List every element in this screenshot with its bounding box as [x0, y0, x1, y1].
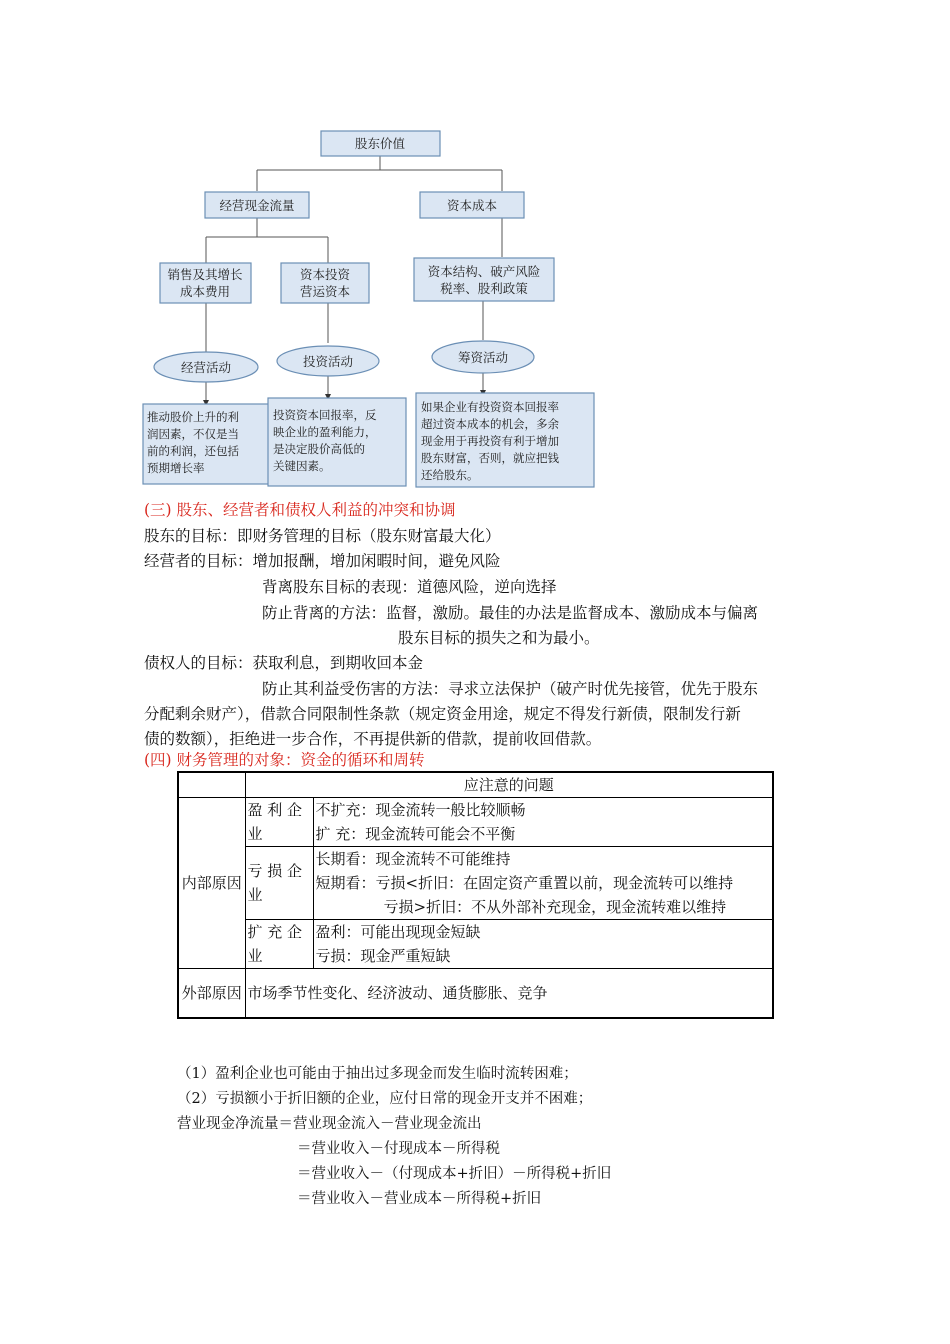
deviation-signs: 背离股东目标的表现：道德风险，逆向选择 — [262, 578, 557, 596]
creditor-protection-cont: 分配剩余财产），借款合同限制性条款（规定资金用途，规定不得发行新债，限制发行新 — [144, 705, 741, 723]
profitable-detail-2: 扩 充：现金流转可能会不平衡 — [315, 825, 516, 843]
operating-note-line: 推动股价上升的利 — [147, 410, 239, 424]
investing-note-line: 是决定股价高低的 — [273, 442, 365, 456]
expand-detail — [313, 920, 773, 969]
empty-header-cell — [178, 772, 245, 798]
manager-goal: 经营者的目标：增加报酬，增加闲暇时间，避免风险 — [144, 552, 501, 570]
capital-investment-label: 资本投资 — [299, 267, 351, 282]
formula-3: ＝营业收入－（付现成本+折旧）－所得税+折旧 — [297, 1166, 612, 1182]
sales-label: 销售及其增长 — [167, 267, 243, 282]
profitable-label: 盈 利 企 业 — [245, 798, 313, 847]
investing-note-line: 投资资本回报率，反 — [273, 408, 377, 422]
table-row — [178, 798, 773, 847]
formula-2: ＝营业收入－付现成本－所得税 — [297, 1141, 500, 1157]
operating-note-line: 预期增长率 — [147, 461, 205, 475]
creditor-protection-end: 债的数额），拒绝进一步合作，不再提供新的借款，提前收回借款。 — [144, 730, 602, 748]
tax-dividend-label: 税率、股利政策 — [440, 281, 528, 296]
investing-note-line: 关键因素。 — [273, 459, 331, 473]
diagram-svg — [138, 125, 598, 490]
shareholder-goal: 股东的目标：即财务管理的目标（股东财富最大化） — [144, 527, 501, 545]
root-label: 股东价值 — [354, 136, 406, 151]
investing-note-line: 映企业的盈利能力， — [273, 425, 377, 439]
section3-heading: (三) 股东、经营者和债权人利益的冲突和协调 — [144, 501, 456, 519]
external-reason-label: 外部原因 — [178, 969, 245, 1019]
expand-label: 扩 充 企 业 — [245, 920, 313, 969]
loss-detail-1: 长期看：现金流转不可能维持 — [315, 850, 511, 868]
table-header: 应注意的问题 — [245, 772, 773, 798]
table-row — [178, 847, 773, 920]
operating-note-line: 前的利润，还包括 — [147, 444, 239, 458]
loss-detail — [313, 847, 773, 920]
cash-flow-issues-table — [177, 771, 774, 1019]
cost-label: 成本费用 — [179, 284, 231, 299]
internal-reason-label: 内部原因 — [178, 798, 245, 969]
prevention-methods: 防止背离的方法：监督，激励。最佳的办法是监督成本、激励成本与偏离 — [262, 604, 759, 622]
capital-structure-label: 资本结构、破产风险 — [427, 264, 541, 279]
table-header-row — [178, 772, 773, 798]
operating-note-line: 润因素，不仅是当 — [147, 427, 239, 441]
prevention-methods-cont: 股东目标的损失之和为最小。 — [398, 629, 600, 647]
investing-activity-label: 投资活动 — [302, 354, 354, 369]
profitable-detail-1: 不扩充：现金流转一般比较顺畅 — [315, 801, 526, 819]
external-reason-detail: 市场季节性变化、经济波动、通货膨胀、竞争 — [245, 969, 773, 1019]
working-capital-label: 营运资本 — [299, 284, 351, 299]
expand-detail-1: 盈利：可能出现现金短缺 — [315, 923, 481, 941]
financing-note-line: 超过资本成本的机会，多余 — [421, 417, 559, 431]
operating-activity-label: 经营活动 — [180, 360, 232, 375]
financing-note-line: 现金用于再投资有利于增加 — [421, 434, 559, 448]
financing-note-line: 还给股东。 — [421, 468, 479, 482]
financing-activity-label: 筹资活动 — [457, 350, 509, 365]
capital-cost-label: 资本成本 — [446, 198, 498, 213]
financing-note-line: 如果企业有投资资本回报率 — [421, 400, 559, 414]
loss-label: 亏 损 企 业 — [245, 847, 313, 920]
shareholder-value-diagram — [138, 125, 598, 490]
profitable-detail — [313, 798, 773, 847]
note-2: （2）亏损额小于折旧额的企业，应付日常的现金开支并不困难； — [177, 1091, 593, 1107]
formula-1: 营业现金净流量＝营业现金流入－营业现金流出 — [177, 1116, 482, 1132]
creditor-goal: 债权人的目标：获取利息，到期收回本金 — [144, 654, 424, 672]
note-1: （1）盈利企业也可能由于抽出过多现金而发生临时流转困难； — [177, 1066, 578, 1082]
expand-detail-2: 亏损：现金严重短缺 — [315, 947, 451, 965]
financing-note-line: 股东财富，否则，就应把钱 — [421, 451, 559, 465]
loss-detail-3: 亏损>折旧：不从外部补充现金，现金流转难以维持 — [383, 898, 727, 916]
loss-detail-2: 短期看：亏损<折旧：在固定资产重置以前，现金流转可以维持 — [315, 874, 734, 892]
formula-4: ＝营业收入－营业成本－所得税+折旧 — [297, 1191, 542, 1207]
table-row — [178, 920, 773, 969]
creditor-protection: 防止其利益受伤害的方法：寻求立法保护（破产时优先接管，优先于股东 — [262, 680, 759, 698]
table-row — [178, 969, 773, 1019]
section4-heading: (四) 财务管理的对象：资金的循环和周转 — [144, 751, 425, 769]
operating-cashflow-label: 经营现金流量 — [219, 198, 295, 213]
